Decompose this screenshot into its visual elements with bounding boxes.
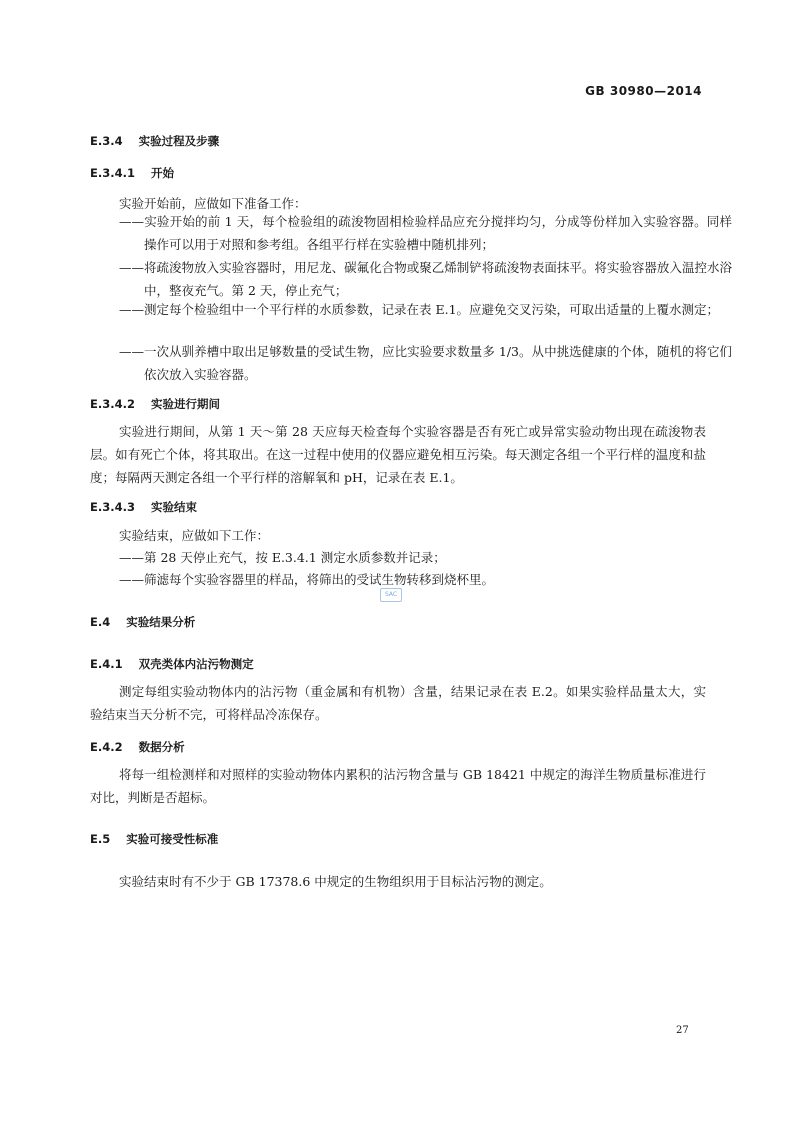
list-item: ——一次从驯养槽中取出足够数量的受试生物，应比实验要求数量多 1/3。从中挑选健康的个体，随机的将它们依次放入实验容器。 [119, 344, 732, 382]
heading-e-4-1 [90, 656, 254, 672]
heading-e-3-4-2 [90, 396, 220, 412]
section-number: E.3.4.2 [90, 397, 135, 411]
section-title: 实验结束 [150, 500, 197, 514]
heading-e-3-4 [90, 133, 219, 149]
section-title: 开始 [150, 166, 174, 180]
section-title: 实验过程及步骤 [138, 134, 220, 148]
list-item: ——将疏浚物放入实验容器时，用尼龙、碳氟化合物或聚乙烯制铲将疏浚物表面抹平。将实验容器放入温控水浴中，整夜充气。第 2 天，停止充气； [119, 260, 732, 298]
section-title: 实验结果分析 [126, 615, 196, 629]
section-number: E.4.1 [90, 657, 123, 671]
list-item: ——实验开始的前 1 天，每个检验组的疏浚物固相检验样品应充分搅拌均匀，分成等份样加入实验容器。同样操作可以用于对照和参考组。各组平行样在实验槽中随机排列； [119, 214, 732, 252]
paragraph: 测定每组实验动物体内的沾污物（重金属和有机物）含量，结果记录在表 E.2。如果实验样品量太大，实验结束当天分析不完，可将样品冷冻保存。 [90, 684, 706, 722]
section-title: 实验可接受性标准 [126, 832, 219, 846]
standard-number: GB 30980—2014 [585, 84, 702, 98]
heading-e-3-4-1 [90, 165, 174, 181]
list-item: ——第 28 天停止充气，按 E.3.4.1 测定水质参数并记录； [119, 550, 446, 565]
section-number: E.5 [90, 832, 111, 846]
list-item: ——筛滤每个实验容器里的样品，将筛出的受试生物转移到烧杯里。 [119, 572, 495, 587]
heading-e-4-2 [90, 739, 185, 755]
section-number: E.4.2 [90, 740, 123, 754]
section-number: E.4 [90, 615, 111, 629]
section-title: 数据分析 [138, 740, 185, 754]
paragraph: 实验进行期间，从第 1 天～第 28 天应每天检查每个实验容器是否有死亡或异常实验动物出现在疏浚物表层。如有死亡个体，将其取出。在这一过程中使用的仪器应避免相互污染。每天测定各组一个平行样的温度和盐度；每隔两天测定各组一个平行样的溶解氧和 pH，记录在表 E.1。 [90, 424, 706, 485]
section-number: E.3.4.1 [90, 166, 135, 180]
paragraph: 实验结束，应做如下工作： [119, 528, 270, 543]
section-number: E.3.4 [90, 134, 123, 148]
paragraph: 将每一组检测样和对照样的实验动物体内累积的沾污物含量与 GB 18421 中规定的海洋生物质量标准进行对比，判断是否超标。 [90, 767, 706, 805]
heading-e-5 [90, 831, 218, 847]
section-title: 实验进行期间 [150, 397, 220, 411]
watermark-stamp: SAC [380, 588, 402, 602]
page-number: 27 [676, 1025, 689, 1036]
heading-e-4 [90, 614, 195, 630]
section-number: E.3.4.3 [90, 500, 135, 514]
paragraph: 实验结束时有不少于 GB 17378.6 中规定的生物组织用于目标沾污物的测定。 [119, 874, 552, 889]
list-item: ——测定每个检验组中一个平行样的水质参数，记录在表 E.1。应避免交叉污染，可取出适量的上覆水测定； [119, 302, 720, 317]
paragraph: 实验开始前，应做如下准备工作： [119, 196, 307, 211]
section-title: 双壳类体内沾污物测定 [138, 657, 254, 671]
heading-e-3-4-3 [90, 499, 197, 515]
